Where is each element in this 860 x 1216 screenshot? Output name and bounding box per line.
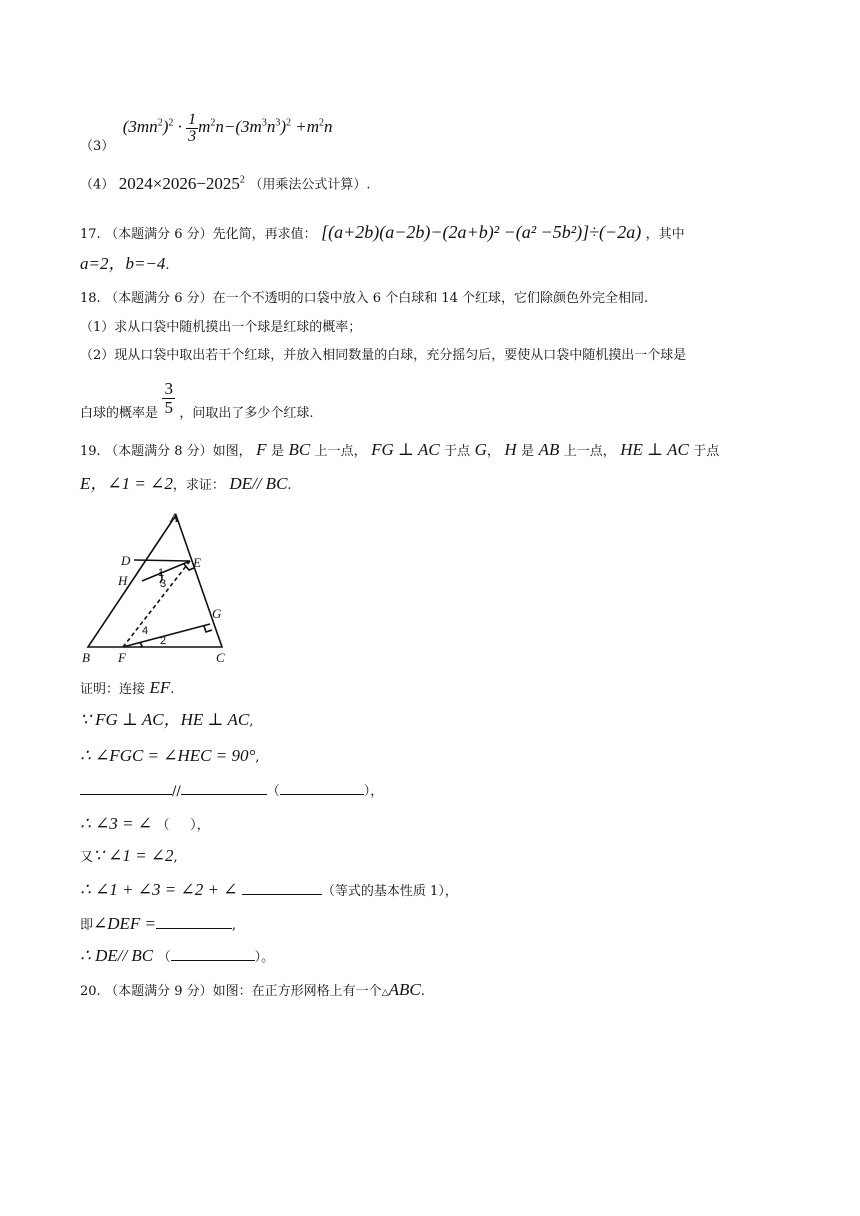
q19-FG-AC: FG ⊥ AC [371, 440, 440, 459]
proof-step1 [80, 710, 253, 732]
segment-ef-dashed [123, 561, 190, 647]
q19-stem-line2 [80, 474, 292, 496]
proof-s0-math: EF [149, 678, 171, 697]
proof-step7 [80, 914, 236, 936]
q17-score: （本题满分 6 分）先化简，再求值： [105, 227, 317, 242]
proof-s6-blank[interactable] [242, 880, 322, 895]
proof-s3-paren-l: （ [266, 784, 280, 799]
proof-step8 [80, 946, 274, 968]
proof-s8-blank[interactable] [171, 946, 255, 961]
label-G: G [212, 606, 222, 621]
proof-s5: ∵ ∠1 = ∠2 [93, 846, 174, 865]
q19-on-point: 上一点， [314, 444, 367, 459]
proof-s6-note: （等式的基本性质 1）， [321, 884, 458, 899]
segment-de [134, 560, 190, 561]
proof-s8: ∴ DE// BC [80, 946, 154, 965]
label-A: A [170, 510, 178, 525]
q19-H: H [504, 440, 517, 459]
q19-end: . [287, 478, 292, 493]
proof-step0 [80, 678, 174, 700]
label-F: F [118, 650, 126, 665]
q17-expression: [(a+2b)(a−2b)−(2a+b)² −(a² −5b²)]÷(−2a) [321, 222, 642, 242]
proof-s6: ∴ ∠1 + ∠3 = ∠2 + ∠ [80, 880, 238, 899]
proof-s3-reason-blank[interactable] [280, 780, 364, 795]
q20-label: 20. [80, 984, 101, 999]
q19-AB: AB [538, 440, 560, 459]
q19-foot-G: 于点 [444, 444, 471, 459]
q19-given: E，∠1 = ∠2 [80, 474, 173, 493]
q19-G: G [474, 440, 487, 459]
proof-s7-blank[interactable] [156, 914, 232, 929]
q18-fraction: $\frac{3}{5}$ [164, 379, 173, 417]
q17-end: . [165, 258, 170, 273]
label-C: C [216, 650, 225, 665]
q18-p2-post: ，问取出了多少个红球. [179, 405, 314, 421]
q16-part4 [80, 170, 371, 196]
proof-s3-blank1[interactable] [80, 780, 172, 795]
q18-part2-cont [80, 379, 314, 421]
proof-s8-paren-r: ）。 [254, 950, 275, 965]
triangle-icon: △ [381, 988, 389, 998]
q18-label: 18. [80, 291, 101, 306]
right-angle-g [204, 626, 212, 632]
q18-stem-text: （本题满分 6 分）在一个不透明的口袋中放入 6 个白球和 14 个红球，它们除颜色外完全相同. [105, 291, 649, 306]
label-D: D [121, 553, 131, 568]
q19-on-point-2: 上一点， [563, 444, 616, 459]
segment-fg [123, 624, 210, 647]
q16-p4-number: （4） [80, 177, 115, 193]
angle-arc-4 [140, 643, 142, 647]
proof-step5 [80, 846, 178, 868]
q17-tail: ，其中 [645, 227, 685, 242]
proof-s4: ∴ ∠3 = ∠ [80, 814, 153, 833]
proof-step4 [80, 814, 210, 836]
q16-p3-number: （3） [80, 139, 115, 155]
angle-label-1: 1 [158, 567, 165, 579]
proof-s1: ∵ FG ⊥ AC，HE ⊥ AC [80, 710, 250, 729]
q16-p3-fraction: $\frac{1}{3}$ [188, 111, 197, 145]
q18-p2-pre: 白球的概率是 [80, 405, 159, 421]
proof-s7-end: , [232, 918, 237, 933]
proof-s0-pre: 证明：连接 [80, 682, 146, 697]
q19-HE-AC: HE ⊥ AC [620, 440, 689, 459]
q17-line1 [80, 222, 685, 245]
q19-is-2: 是 [521, 444, 535, 459]
angle-label-4: 4 [142, 625, 149, 637]
q20-end: . [420, 984, 425, 999]
proof-s3-blank2[interactable] [181, 780, 267, 795]
q19-foot-E: 于点 [693, 444, 720, 459]
q18-part1: （1）求从口袋中随机摸出一个球是红球的概率； [80, 320, 362, 335]
proof-s1-end: , [249, 714, 254, 729]
q20-abc: ABC [388, 980, 421, 999]
q16-p4-note: （用乘法公式计算）. [249, 177, 371, 193]
proof-s3-paren-r: ）， [363, 784, 384, 799]
q19-stem-line1: 19. （本题满分 8 分）如图， F 是 BC 上一点， FG ⊥ AC 于点 G， H 是 AB 上一点， HE ⊥ AC 于点 [80, 440, 720, 459]
label-E: E [193, 555, 201, 570]
proof-step6 [80, 880, 458, 902]
q19-label: 19. [80, 444, 101, 459]
q20-stem-text: （本题满分 9 分）如图：在正方形网格上有一个 [105, 984, 382, 999]
triangle-abc [88, 515, 222, 647]
proof-s4-paren: （ ）， [156, 818, 210, 833]
q19-goal: DE// BC [229, 474, 288, 493]
q19-BC: BC [288, 440, 311, 459]
q19-stem-a: （本题满分 8 分）如图， [105, 444, 252, 459]
q17-given: a=2，b=−4 [80, 254, 166, 273]
q18-stem [80, 288, 648, 309]
label-B: B [82, 650, 90, 665]
proof-s8-paren-l: （ [157, 950, 171, 965]
proof-step3 [80, 780, 383, 802]
q19-F: F [256, 440, 267, 459]
proof-s5-pre: 又 [80, 850, 94, 865]
proof-s0-end: . [170, 682, 175, 697]
label-H: H [118, 573, 128, 588]
q19-figure [80, 508, 250, 668]
q16-p4-expression: $2024\times 2026-2025^2$ [118, 173, 245, 193]
proof-s5-end: , [173, 850, 178, 865]
q16-part3 [80, 111, 333, 155]
proof-s7: ∠DEF = [93, 914, 157, 933]
q17-label: 17. [80, 227, 101, 242]
proof-s3-parallel: // [172, 784, 181, 799]
angle-label-2: 2 [160, 635, 167, 647]
q17-line2 [80, 254, 170, 276]
q19-is: 是 [270, 444, 284, 459]
q16-p3-expression: $(3mn^2)^2$ · $\frac{1}{3}$ $m^2n-(3m^3n^3)^2 +m^2n$ [122, 111, 333, 145]
proof-step2 [80, 746, 259, 768]
proof-s2: ∴ ∠FGC = ∠HEC = 90° [80, 746, 256, 765]
proof-s2-end: , [255, 750, 260, 765]
q19-prove: ，求证： [172, 478, 225, 493]
q20-stem [80, 980, 425, 1003]
angle-label-3: 3 [160, 578, 167, 590]
proof-s7-pre: 即 [80, 918, 94, 933]
q18-part2: （2）现从口袋中取出若干个红球，并放入相同数量的白球，充分摇匀后，要使从口袋中随机摸出一个球是 [80, 348, 687, 363]
